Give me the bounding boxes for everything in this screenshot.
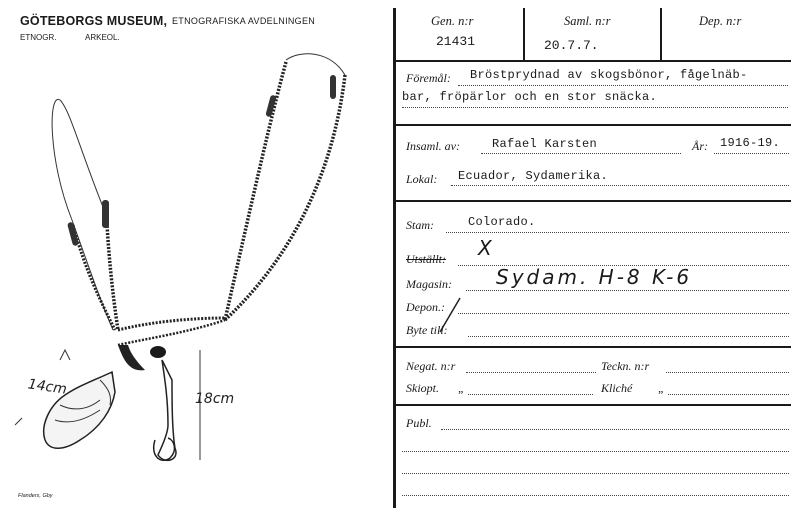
deposit-label: Depon.: (406, 300, 445, 314)
lokal-value: Ecuador, Sydamerika. (458, 169, 609, 183)
foremal-value-1: Bröstprydnad av skogsbönor, fågelnäb- (470, 68, 748, 82)
dep-label: Dep. n:r (699, 14, 742, 28)
record-form (396, 0, 800, 520)
department-name: ETNOGRAFISKA AVDELNINGEN (172, 16, 316, 26)
museum-name: GÖTEBORGS MUSEUM, (20, 14, 168, 28)
lokal-label: Lokal: (406, 172, 438, 186)
arrow-up (60, 350, 70, 360)
sub-arkeol: ARKEOL. (85, 33, 120, 42)
saml-label: Saml. n:r (564, 14, 611, 28)
negat-label: Negat. n:r (406, 359, 456, 373)
teckn-label: Teckn. n:r (601, 359, 650, 373)
necklace-drawing (0, 0, 392, 520)
utstallt-label: Utställt: (406, 252, 447, 266)
pendant-shell-long (158, 360, 176, 460)
kliche-value: „ (658, 381, 665, 395)
seed-pod-4 (330, 75, 336, 99)
byte-label: Byte till: (406, 323, 448, 337)
bead-strand-cross-lower (118, 320, 225, 345)
skiopt-value: „ (458, 381, 465, 395)
kliche-label: Kliché (601, 381, 633, 395)
bead-strand-right-outer (225, 62, 286, 320)
pendant-knot (150, 346, 166, 358)
stam-value: Colorado. (468, 215, 536, 229)
annotation-18cm: 18cm (195, 391, 235, 407)
ar-label: År: (692, 139, 708, 153)
loop-string-right (286, 54, 345, 75)
annotation-14cm: 14cm (26, 376, 68, 398)
printer-mark: Flanders, Gby (18, 493, 53, 499)
publ-label: Publ. (406, 416, 432, 430)
insaml-value: Rafael Karsten (492, 137, 598, 151)
foremal-label: Föremål: (406, 71, 451, 85)
utstallt-value: X (478, 236, 495, 260)
skiopt-label: Skiopt. (406, 381, 439, 395)
bead-strand-cross (118, 318, 225, 330)
magasin-value: Sydam. H-8 K-6 (496, 265, 693, 289)
saml-value: 20.7.7. (544, 38, 599, 53)
insaml-label: Insaml. av: (406, 139, 460, 153)
stam-label: Stam: (406, 218, 434, 232)
sub-etnogr: ETNOGR. (20, 33, 57, 42)
bead-strand-right-inner (225, 75, 345, 320)
ar-value: 1916-19. (720, 136, 781, 150)
magasin-label: Magasin: (406, 277, 452, 291)
gen-label: Gen. n:r (431, 14, 474, 28)
arrow-down-left (15, 418, 22, 425)
gen-value: 21431 (436, 34, 476, 49)
seed-pod-1 (102, 200, 109, 228)
foremal-value-2: bar, fröpärlor och en stor snäcka. (402, 90, 658, 104)
bird-beak (118, 345, 145, 370)
